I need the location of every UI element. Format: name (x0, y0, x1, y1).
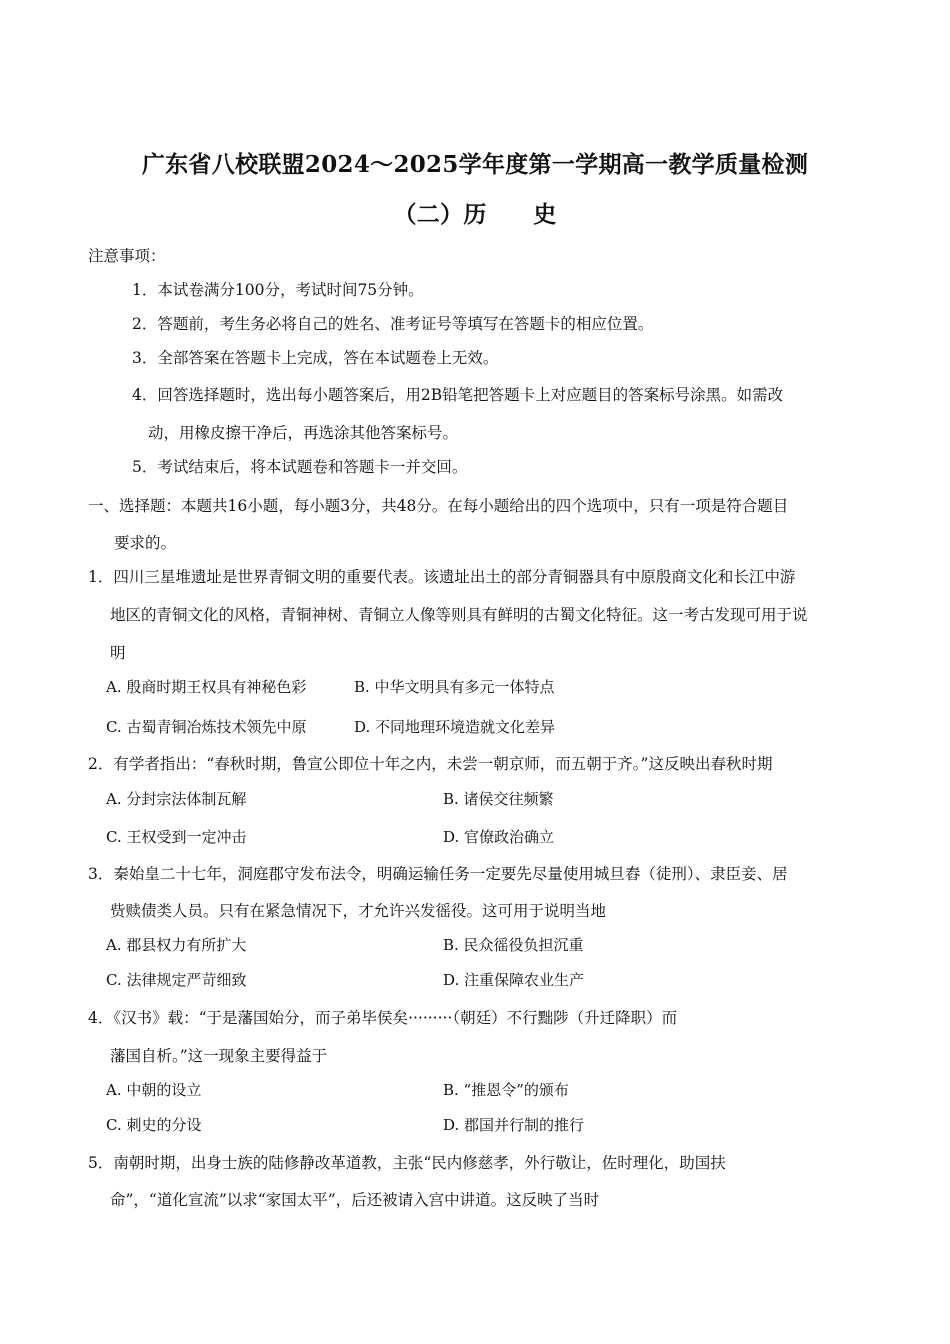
question-3-option-b[interactable]: B. 民众徭役负担沉重 (443, 936, 584, 954)
question-3-option-d[interactable]: D. 注重保障农业生产 (443, 971, 585, 989)
notice-item: 2．答题前，考生务必将自己的姓名、准考证号等填写在答题卡的相应位置。 (132, 315, 654, 333)
question-2-option-a[interactable]: A. 分封宗法体制瓦解 (106, 790, 247, 808)
question-3-stem: 赀赎债类人员。只有在紧急情况下，才允许兴发徭役。这可用于说明当地 (110, 902, 607, 920)
question-3-stem: 3．秦始皇二十七年，洞庭郡守发布法令，明确运输任务一定要先尽量使用城旦舂（徒刑）、隶臣妾、居 (88, 865, 788, 883)
question-3-option-a[interactable]: A. 郡县权力有所扩大 (106, 936, 247, 954)
question-2-stem: 2．有学者指出：“春秋时期，鲁宣公即位十年之内，未尝一朝京师，而五朝于齐。”这反映出春秋时期 (88, 755, 773, 773)
section-heading: 一、选择题：本题共16小题，每小题3分，共48分。在每小题给出的四个选项中，只有一项是符合题目 (88, 497, 789, 515)
question-1-option-a[interactable]: A. 殷商时期王权具有神秘色彩 (106, 678, 307, 696)
notice-item-continuation: 动，用橡皮擦干净后，再选涂其他答案标号。 (148, 424, 459, 442)
question-4-option-d[interactable]: D. 郡国并行制的推行 (443, 1116, 585, 1134)
question-4-option-b[interactable]: B. “推恩令”的颁布 (443, 1081, 569, 1099)
question-1-stem: 地区的青铜文化的风格，青铜神树、青铜立人像等则具有鲜明的古蜀文化特征。这一考古发现可用于说 (110, 606, 808, 624)
question-4-stem: 藩国自析。”这一现象主要得益于 (110, 1047, 328, 1065)
question-1-option-b[interactable]: B. 中华文明具有多元一体特点 (354, 678, 555, 696)
question-1-option-c[interactable]: C. 古蜀青铜冶炼技术领先中原 (106, 718, 307, 736)
question-1-stem: 明 (110, 644, 126, 662)
question-3-option-c[interactable]: C. 法律规定严苛细致 (106, 971, 247, 989)
question-4-stem: 4．《汉书》载：“于是藩国始分，而子弟毕侯矣·········（朝廷）不行黜陟（升迁降职）而 (88, 1009, 678, 1027)
question-5-stem: 命”，“道化宣流”以求“家国太平”，后还被请入宫中讲道。这反映了当时 (110, 1191, 600, 1209)
section-heading-continuation: 要求的。 (114, 534, 177, 552)
notice-heading: 注意事项： (88, 247, 166, 265)
question-1-stem: 1．四川三星堆遗址是世界青铜文明的重要代表。该遗址出土的部分青铜器具有中原殷商文化和长江中游 (88, 568, 796, 586)
question-2-option-d[interactable]: D. 官僚政治确立 (443, 828, 555, 846)
notice-item: 5．考试结束后，将本试题卷和答题卡一并交回。 (132, 458, 468, 476)
question-1-option-d[interactable]: D. 不同地理环境造就文化差异 (354, 718, 556, 736)
notice-item: 4．回答选择题时，选出每小题答案后，用2B铅笔把答题卡上对应题目的答案标号涂黑。如需改 (132, 386, 784, 404)
question-5-stem: 5．南朝时期，出身士族的陆修静改革道教，主张“民内修慈孝，外行敬让，佐时理化，助国扶 (88, 1154, 726, 1172)
exam-title: 广东省八校联盟2024～2025学年度第一学期高一教学质量检测 (141, 151, 809, 178)
question-4-option-c[interactable]: C. 刺史的分设 (106, 1116, 202, 1134)
notice-item: 1．本试卷满分100分，考试时间75分钟。 (132, 281, 424, 299)
question-2-option-c[interactable]: C. 王权受到一定冲击 (106, 828, 247, 846)
question-2-option-b[interactable]: B. 诸侯交往频繁 (443, 790, 554, 808)
exam-subtitle: （二）历 史 (393, 201, 557, 228)
notice-item: 3．全部答案在答题卡上完成，答在本试题卷上无效。 (132, 349, 499, 367)
question-4-option-a[interactable]: A. 中朝的设立 (106, 1081, 202, 1099)
